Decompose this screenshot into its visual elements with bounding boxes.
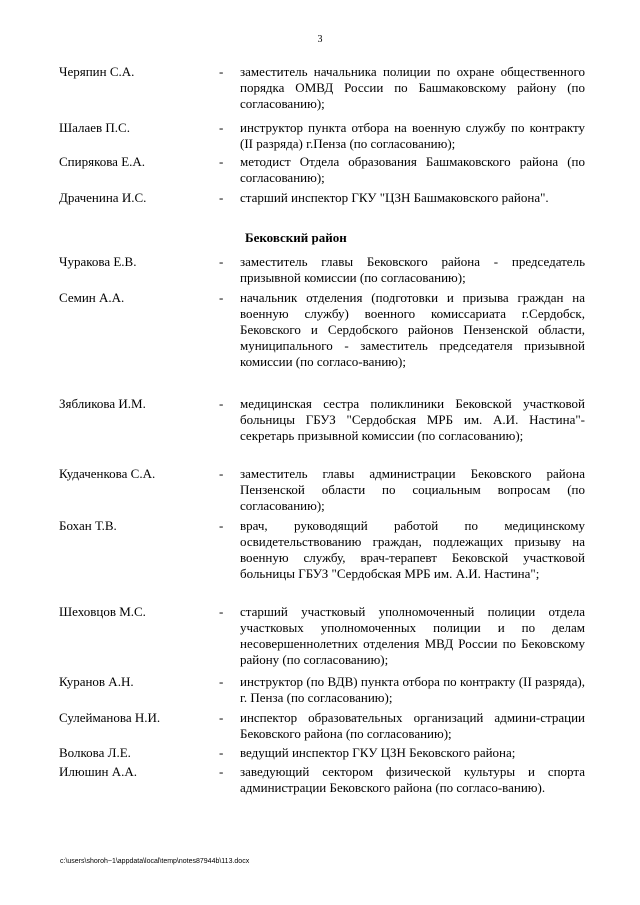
person-name: Шалаев П.С. xyxy=(59,120,130,135)
person-name: Зябликова И.М. xyxy=(59,396,146,411)
person-position: старший инспектор ГКУ "ЦЗН Башмаковского района". xyxy=(240,190,549,205)
person-name: Чуракова Е.В. xyxy=(59,254,137,269)
person-name: Бохан Т.В. xyxy=(59,518,117,533)
page-number: 3 xyxy=(317,34,323,45)
dash-separator: - xyxy=(219,290,224,305)
dash-separator: - xyxy=(219,120,224,135)
person-position: инструктор пункта отбора на военную службу по контракту (II разряда) г.Пенза (по согласованию); xyxy=(240,120,585,151)
person-name: Семин А.А. xyxy=(59,290,125,305)
person-position: методист Отдела образования Башмаковского района (по согласованию); xyxy=(240,154,585,185)
person-name: Шеховцов М.С. xyxy=(59,604,146,619)
person-position: начальник отделения (подготовки и призыва граждан на военную службу) военного комиссариата г.Сердобск, Бековского и Сердобского районов Пензенской области, муниципального - заместитель председателя призывной комиссии (по согласо-ванию); xyxy=(240,290,585,369)
person-position: заместитель начальника полиции по охране общественного порядка ОМВД России по Башмаковскому району (по согласованию); xyxy=(240,64,585,111)
person-position: заведующий сектором физической культуры и спорта администрации Бековского района (по согласо-ванию). xyxy=(240,764,585,795)
dash-separator: - xyxy=(219,518,224,533)
person-name: Илюшин А.А. xyxy=(59,764,138,779)
section-heading: Бековский район xyxy=(245,230,347,245)
person-position: ведущий инспектор ГКУ ЦЗН Бековского района; xyxy=(240,745,516,760)
dash-separator: - xyxy=(219,764,224,779)
dash-separator: - xyxy=(219,745,224,760)
dash-separator: - xyxy=(219,396,224,411)
person-position: заместитель главы администрации Бековского района Пензенской области по социальным вопросам (по согласованию); xyxy=(240,466,585,513)
footer-file-path: c:\users\shoroh~1\appdata\local\temp\notes87944b\113.docx xyxy=(60,858,250,865)
person-name: Кудаченкова С.А. xyxy=(59,466,156,481)
dash-separator: - xyxy=(219,254,224,269)
person-position: заместитель главы Бековского района - председатель призывной комиссии (по согласованию); xyxy=(240,254,585,285)
person-name: Волкова Л.Е. xyxy=(59,745,131,760)
person-name: Драченина И.С. xyxy=(59,190,147,205)
dash-separator: - xyxy=(219,190,224,205)
person-position: врач, руководящий работой по медицинскому освидетельствованию граждан, подлежащих призыву на военную службу, врач-терапевт Бековской участковой больницы ГБУЗ "Сердобская МРБ им. А.И. Настина"; xyxy=(240,518,585,581)
person-name: Куранов А.Н. xyxy=(59,674,134,689)
person-position: инспектор образовательных организаций админи-страции Бековского района (по согласованию); xyxy=(240,710,585,741)
dash-separator: - xyxy=(219,154,224,169)
person-name: Черяпин С.А. xyxy=(59,64,135,79)
dash-separator: - xyxy=(219,64,224,79)
person-position: старший участковый уполномоченный полиции отдела участковых уполномоченных полиции и по делам несовершеннолетних отделения МВД России по Бековскому району (по согласованию); xyxy=(240,604,585,667)
person-name: Сулейманова Н.И. xyxy=(59,710,161,725)
dash-separator: - xyxy=(219,674,224,689)
dash-separator: - xyxy=(219,604,224,619)
dash-separator: - xyxy=(219,710,224,725)
dash-separator: - xyxy=(219,466,224,481)
person-position: инструктор (по ВДВ) пункта отбора по контракту (II разряда), г. Пенза (по согласованию); xyxy=(240,674,585,705)
person-position: медицинская сестра поликлиники Бековской участковой больницы ГБУЗ "Сердобская МРБ им. А.И. Настина"- секретарь призывной комиссии (по согласованию); xyxy=(240,396,585,443)
person-name: Спирякова Е.А. xyxy=(59,154,146,169)
